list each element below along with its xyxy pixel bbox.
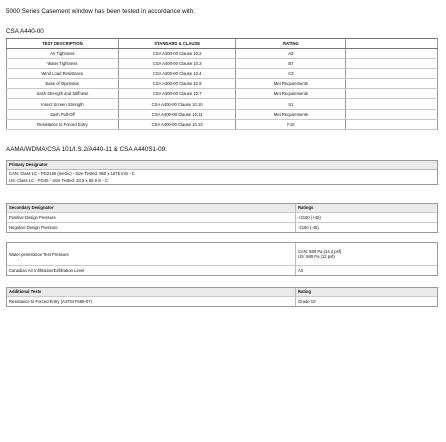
column-header: RATING	[236, 39, 346, 49]
table-cell: CSA A400-00 Clause 10.2	[118, 49, 236, 59]
secondary-header-label: Secondary Designator	[7, 204, 296, 212]
additional-header-row	[7, 288, 437, 297]
column-spacer	[346, 39, 438, 49]
row-value: Grade 10	[298, 299, 316, 304]
water-penetration-table	[6, 242, 438, 276]
table-row	[7, 69, 438, 79]
row-value: A3	[298, 268, 304, 273]
primary-designator-can: CAN: Class LC - PG2160 (metric) - Size Tested: 860 x 1675 mm - C	[9, 171, 135, 176]
table-cell: S1	[236, 99, 346, 109]
table-row	[7, 49, 438, 59]
row-label: Resistance to Forced Entry (ASTM F588-07)	[7, 297, 296, 306]
table-cell: Met Requirements	[236, 79, 346, 89]
table-cell	[346, 109, 438, 119]
primary-designator-us: US: Class LC - PG45 - Size Tested: 33.9 x 65.9 in - C	[9, 178, 109, 183]
table-cell: CSA A400-00 Clause 10.13	[118, 119, 236, 129]
table-row	[7, 266, 437, 275]
table-cell: CSA A400-00 Clause 10.10	[118, 99, 236, 109]
table-cell	[346, 69, 438, 79]
table-cell: Ease of Operation	[7, 79, 119, 89]
row-label: Positive Design Pressure	[7, 213, 296, 222]
additional-tests-table	[6, 287, 438, 307]
table-row	[7, 213, 437, 223]
table-row	[7, 59, 438, 69]
additional-header-rating: Rating	[298, 289, 312, 294]
intro-text: 5000 Series Casement window has been tested in accordance with:	[6, 8, 196, 15]
test-results-table	[6, 38, 438, 130]
table-cell: CSA A400-00 Clause 10.7	[118, 89, 236, 99]
column-header: TEST DESCRIPTION	[7, 39, 119, 49]
standard-heading-2: AAMA/WDMA/CSA 101/I.S.2/A440-11 & CSA A440S1-09:	[6, 146, 167, 153]
table-cell: Water Tightness	[7, 59, 119, 69]
table-cell: Insect Screen Strength	[7, 99, 119, 109]
table-cell: F10	[236, 119, 346, 129]
table-row	[7, 243, 437, 266]
table-cell: Sash Strength and Stiffness	[7, 89, 119, 99]
table-cell	[346, 119, 438, 129]
table-cell: Resistance to Forced Entry	[7, 119, 119, 129]
table-cell: Sash Pull-Off	[7, 109, 119, 119]
table-cell: B7	[236, 59, 346, 69]
additional-header-label: Additional Tests	[7, 288, 296, 296]
table-cell: Wind Load Resistance	[7, 69, 119, 79]
table-cell	[346, 89, 438, 99]
secondary-header-row	[7, 204, 437, 213]
table-cell: Met Requirements	[236, 89, 346, 99]
table-row	[7, 109, 438, 119]
secondary-header-rating: Ratings	[298, 205, 314, 210]
water-value-can: CAN: 580 Pa (14.4 psf)	[298, 248, 342, 254]
water-value-us: US: 580 Pa (12 psf)	[298, 254, 335, 259]
primary-designator-header: Primary Designator	[7, 161, 437, 170]
table-row	[7, 79, 438, 89]
table-row	[7, 223, 437, 232]
row-label: Negative Design Pressure	[7, 223, 296, 232]
table-cell	[346, 49, 438, 59]
secondary-designator-table	[6, 203, 438, 233]
table-cell: CSA A400-00 Clause 10.4	[118, 69, 236, 79]
standard-heading-1: CSA A440-00	[6, 28, 44, 35]
row-label: Water penetration Test Pressure	[7, 243, 296, 265]
table-row	[7, 99, 438, 109]
table-cell: Met Requirements	[236, 109, 346, 119]
table-cell	[346, 79, 438, 89]
table-row	[7, 119, 438, 129]
table-header-row	[7, 39, 438, 49]
table-cell	[346, 99, 438, 109]
table-cell: CSA A400-00 Clause 10.11	[118, 109, 236, 119]
table-cell: CSA A400-00 Clause 10.9	[118, 79, 236, 89]
row-label: Canadian Air Infiltration/Exfiltration Level	[7, 266, 296, 275]
row-value: +2160 (+45)	[298, 215, 321, 220]
primary-designator-box	[6, 160, 438, 185]
row-value: -2160 (-45)	[298, 225, 319, 230]
column-header: STANDARD & CLAUSE	[118, 39, 236, 49]
row-value	[296, 243, 437, 265]
table-row	[7, 89, 438, 99]
table-cell: A3	[236, 49, 346, 59]
table-cell	[346, 59, 438, 69]
table-row	[7, 297, 437, 306]
table-cell: CSA A400-00 Clause 10.3	[118, 59, 236, 69]
table-cell: C3	[236, 69, 346, 79]
table-cell: Air Tightness	[7, 49, 119, 59]
